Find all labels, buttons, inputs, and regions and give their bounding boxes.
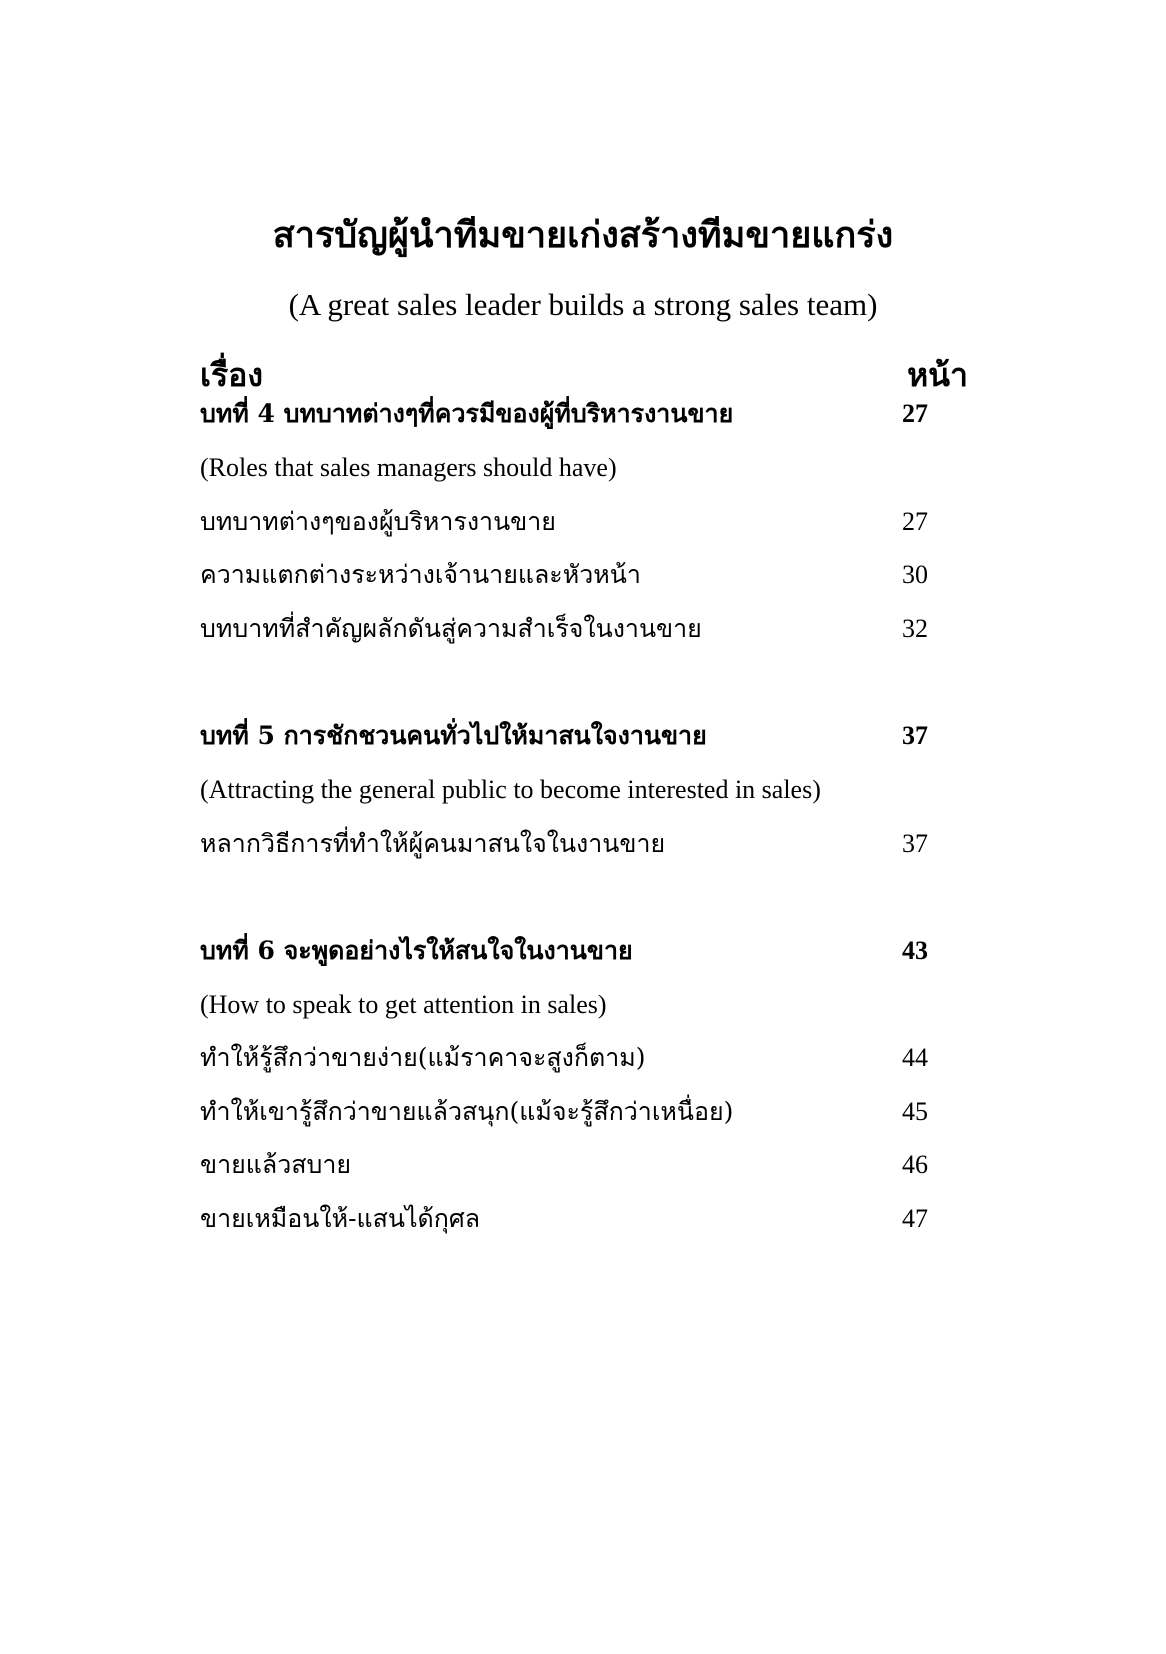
toc-entry-label: ความแตกต่างระหว่างเจ้านายและหัวหน้า — [200, 560, 641, 589]
toc-entry-page: 27 — [902, 399, 928, 428]
toc-entry-page: 37 — [902, 829, 928, 858]
toc-english-subtitle-row — [200, 768, 945, 812]
toc-entry-label: (How to speak to get attention in sales) — [200, 990, 607, 1019]
toc-subtitle: (A great sales leader builds a strong sales team) — [288, 287, 878, 322]
toc-entry-label: (Attracting the general public to become interested in sales) — [200, 775, 821, 804]
toc-entry-label: ทำให้รู้สึกว่าขายง่าย(แม้ราคาจะสูงก็ตาม) — [200, 1043, 646, 1072]
toc-english-subtitle-row — [200, 983, 945, 1027]
toc-entry-page: 47 — [902, 1204, 928, 1233]
toc-entry-page: 37 — [902, 721, 928, 750]
toc-entry-row — [200, 500, 945, 544]
toc-chapter-row — [200, 929, 945, 973]
toc-chapter-row — [200, 714, 945, 758]
toc-entry-row — [200, 1197, 945, 1241]
toc-entry-page: 43 — [902, 936, 928, 965]
toc-entry-row — [200, 1090, 945, 1134]
toc-entry-page: 27 — [902, 507, 928, 536]
toc-entry-label: บทที่ 4 บทบาทต่างๆที่ควรมีของผู้ที่บริหารงานขาย — [200, 399, 734, 428]
toc-title: สารบัญผู้นำทีมขายเก่งสร้างทีมขายแกร่ง — [272, 214, 894, 256]
toc-entry-label: (Roles that sales managers should have) — [200, 453, 617, 482]
toc-entry-label: บทบาทที่สำคัญผลักดันสู่ความสำเร็จในงานขาย — [200, 614, 702, 643]
toc-entry-page: 44 — [902, 1043, 928, 1072]
toc-entry-label: บทบาทต่างๆของผู้บริหารงานขาย — [200, 507, 556, 536]
toc-english-subtitle-row — [200, 446, 945, 490]
toc-entry-page: 30 — [902, 560, 928, 589]
toc-entry-row — [200, 1036, 945, 1080]
toc-entry-label: หลากวิธีการที่ทำให้ผู้คนมาสนใจในงานขาย — [200, 829, 666, 858]
topic-column-header: เรื่อง — [200, 356, 263, 394]
toc-entry-row — [200, 553, 945, 597]
toc-entry-label: บทที่ 5 การชักชวนคนทั่วไปให้มาสนใจงานขาย — [200, 721, 707, 750]
toc-entry-row — [200, 822, 945, 866]
toc-entry-label: บทที่ 6 จะพูดอย่างไรให้สนใจในงานขาย — [200, 936, 633, 965]
toc-entry-row — [200, 607, 945, 651]
toc-chapter-row — [200, 392, 945, 436]
toc-entry-page: 32 — [902, 614, 928, 643]
page-column-header: หน้า — [907, 356, 968, 394]
toc-entry-row — [200, 1143, 945, 1187]
toc-entry-label: ขายเหมือนให้-แสนได้กุศล — [200, 1204, 481, 1233]
toc-entry-label: ทำให้เขารู้สึกว่าขายแล้วสนุก(แม้จะรู้สึกว่าเหนื่อย) — [200, 1097, 734, 1126]
toc-entry-page: 45 — [902, 1097, 928, 1126]
toc-entry-page: 46 — [902, 1150, 928, 1179]
toc-entry-label: ขายแล้วสบาย — [200, 1150, 352, 1179]
